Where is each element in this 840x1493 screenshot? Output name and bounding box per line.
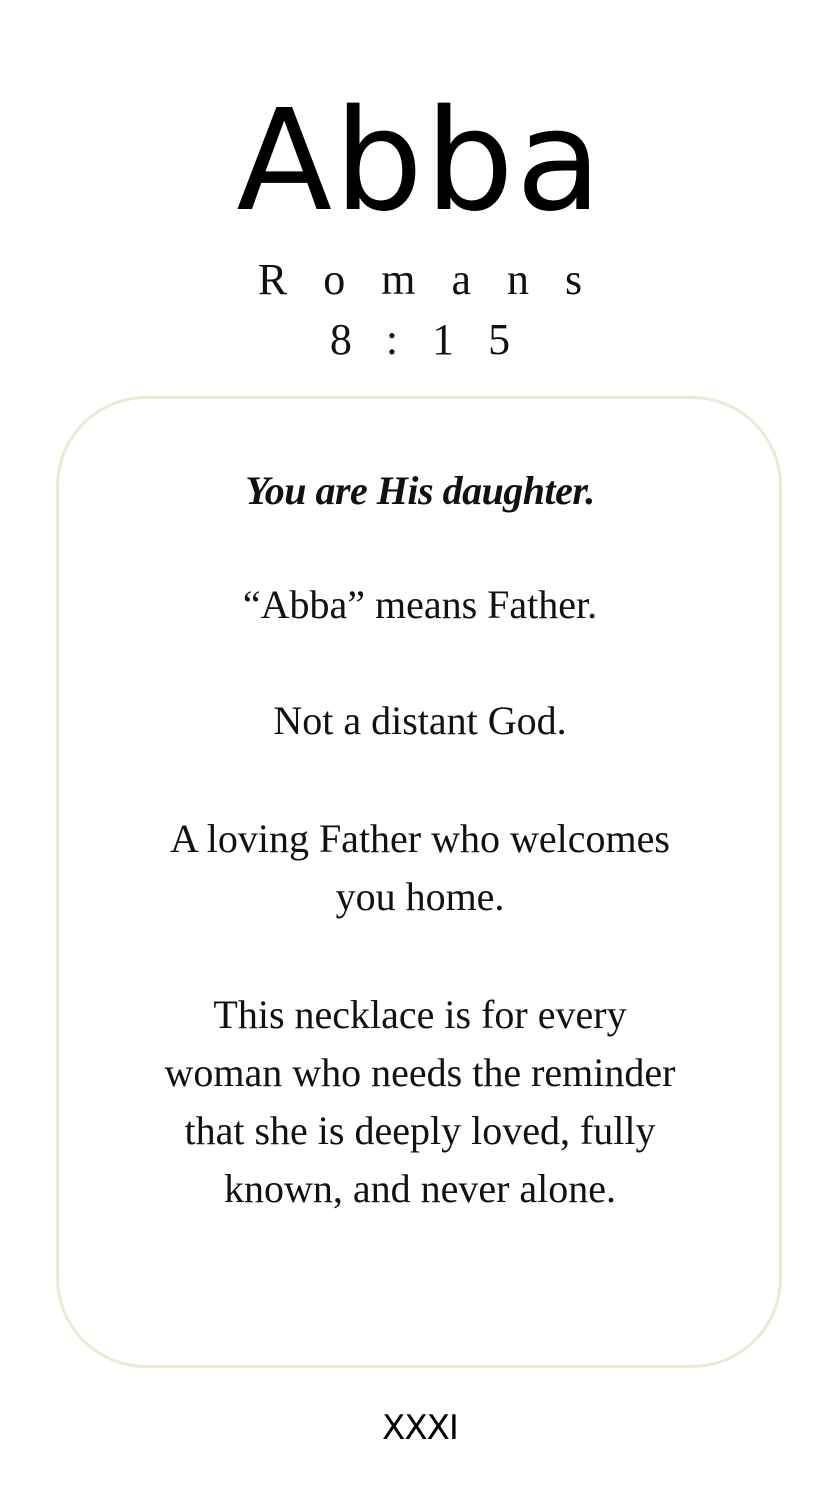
card-headline: You are His daughter. <box>245 468 595 513</box>
card-paragraph-necklace: This necklace is for every woman who needs the reminder that she is deeply loved, fully known, and never alone. <box>164 992 676 1211</box>
scripture-verse: 8:15 <box>329 315 545 364</box>
page-title: Abba <box>236 80 604 243</box>
card-paragraph-loving-father: A loving Father who welcomes you home. <box>170 816 670 919</box>
scripture-book: Romans <box>257 255 619 304</box>
card-paragraph-abba-meaning: “Abba” means Father. <box>242 582 598 627</box>
card-paragraph-not-distant: Not a distant God. <box>273 698 567 743</box>
brand-mark: XXXI <box>382 1408 458 1448</box>
